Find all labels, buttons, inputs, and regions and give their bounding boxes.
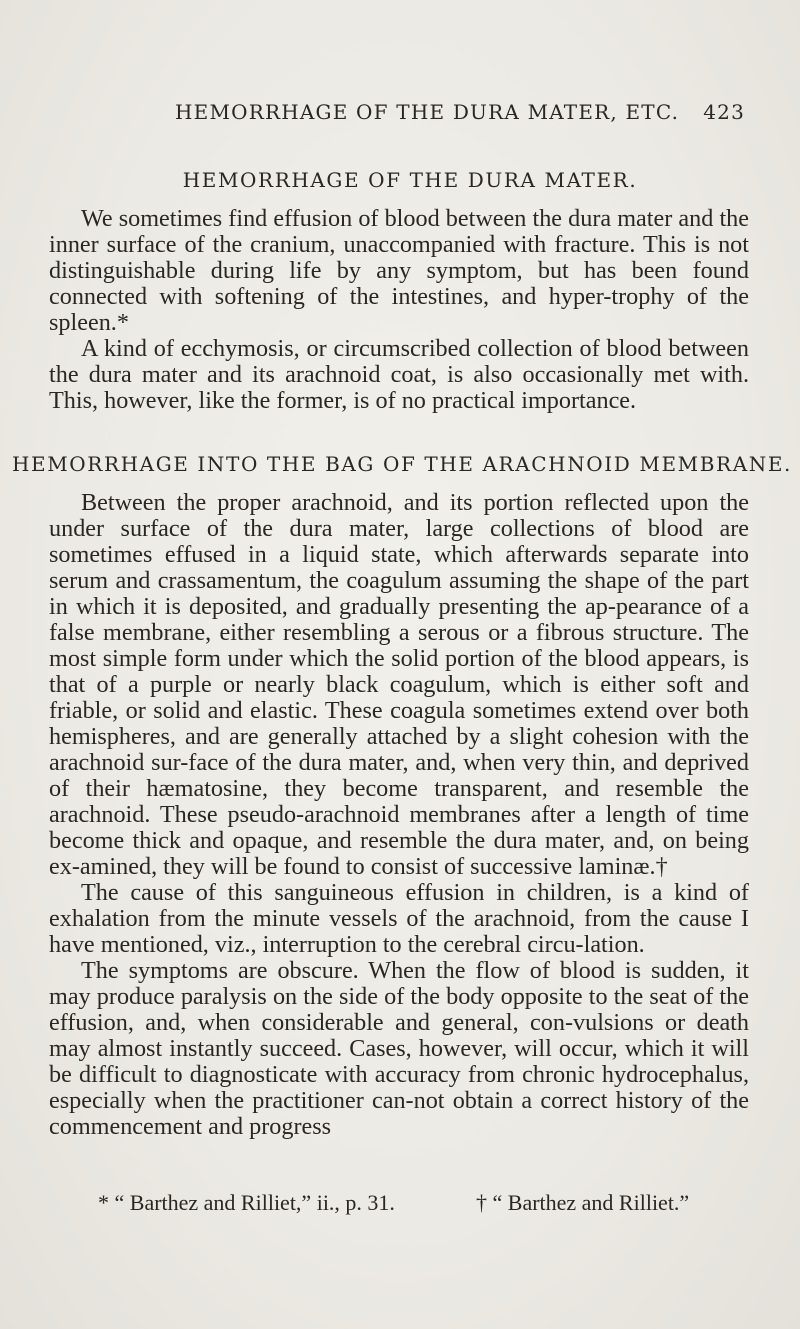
paragraph: A kind of ecchymosis, or circumscribed collection of blood between the dura mater and its arachnoid coat, is also occasionally met with. This, however, like the former, is of no practical importance. bbox=[49, 335, 749, 414]
paragraph: The symptoms are obscure. When the flow of blood is sudden, it may produce paralysis on the side of the body opposite to the seat of the effusion, and, when considerable and general, con-vulsions or death may almost instantly succeed. Cases, however, will occur, which it will be difficult to diagnosticate with accuracy from chronic hydrocephalus, especially when the practitioner can-not obtain a correct history of the commencement and progress bbox=[49, 957, 749, 1140]
footnotes bbox=[98, 1190, 758, 1216]
section-title-arachnoid: HEMORRHAGE INTO THE BAG OF THE ARACHNOID MEMBRANE. bbox=[11, 452, 793, 476]
footnote: † “ Barthez and Rilliet.” bbox=[476, 1190, 690, 1215]
footnote: * “ Barthez and Rilliet,” ii., p. 31. bbox=[98, 1190, 395, 1215]
running-header bbox=[175, 100, 745, 124]
section-body-dura-mater bbox=[49, 206, 749, 414]
running-title: HEMORRHAGE OF THE DURA MATER, ETC. bbox=[175, 100, 680, 124]
paragraph: The cause of this sanguineous effusion in children, is a kind of exhalation from the minute vessels of the arachnoid, from the cause I have mentioned, viz., interruption to the cerebral circu-lation. bbox=[49, 879, 749, 958]
paragraph: We sometimes find effusion of blood between the dura mater and the inner surface of the cranium, unaccompanied with fracture. This is not distinguishable during life by any symptom, but has been found connected with softening of the intestines, and hyper-trophy of the spleen.* bbox=[49, 205, 749, 336]
section-body-arachnoid bbox=[49, 490, 749, 1140]
page-number: 423 bbox=[703, 100, 745, 124]
section-title-dura-mater: HEMORRHAGE OF THE DURA MATER. bbox=[182, 168, 638, 192]
paragraph: Between the proper arachnoid, and its portion reflected upon the under surface of the dura mater, large collections of blood are sometimes effused in a liquid state, which afterwards separate into serum and crassamentum, the coagulum assuming the shape of the part in which it is deposited, and gradually presenting the ap-pearance of a false membrane, either resembling a serous or a fibrous structure. The most simple form under which the solid portion of the blood appears, is that of a purple or nearly black coagulum, which is either soft and friable, or solid and elastic. These coagula sometimes extend over both hemispheres, and are generally attached by a slight cohesion with the arachnoid sur-face of the dura mater, and, when very thin, and deprived of their hæmatosine, they become transparent, and resemble the arachnoid. These pseudo-arachnoid membranes after a length of time become thick and opaque, and resemble the dura mater, and, on being ex-amined, they will be found to consist of successive laminæ.† bbox=[49, 489, 749, 880]
